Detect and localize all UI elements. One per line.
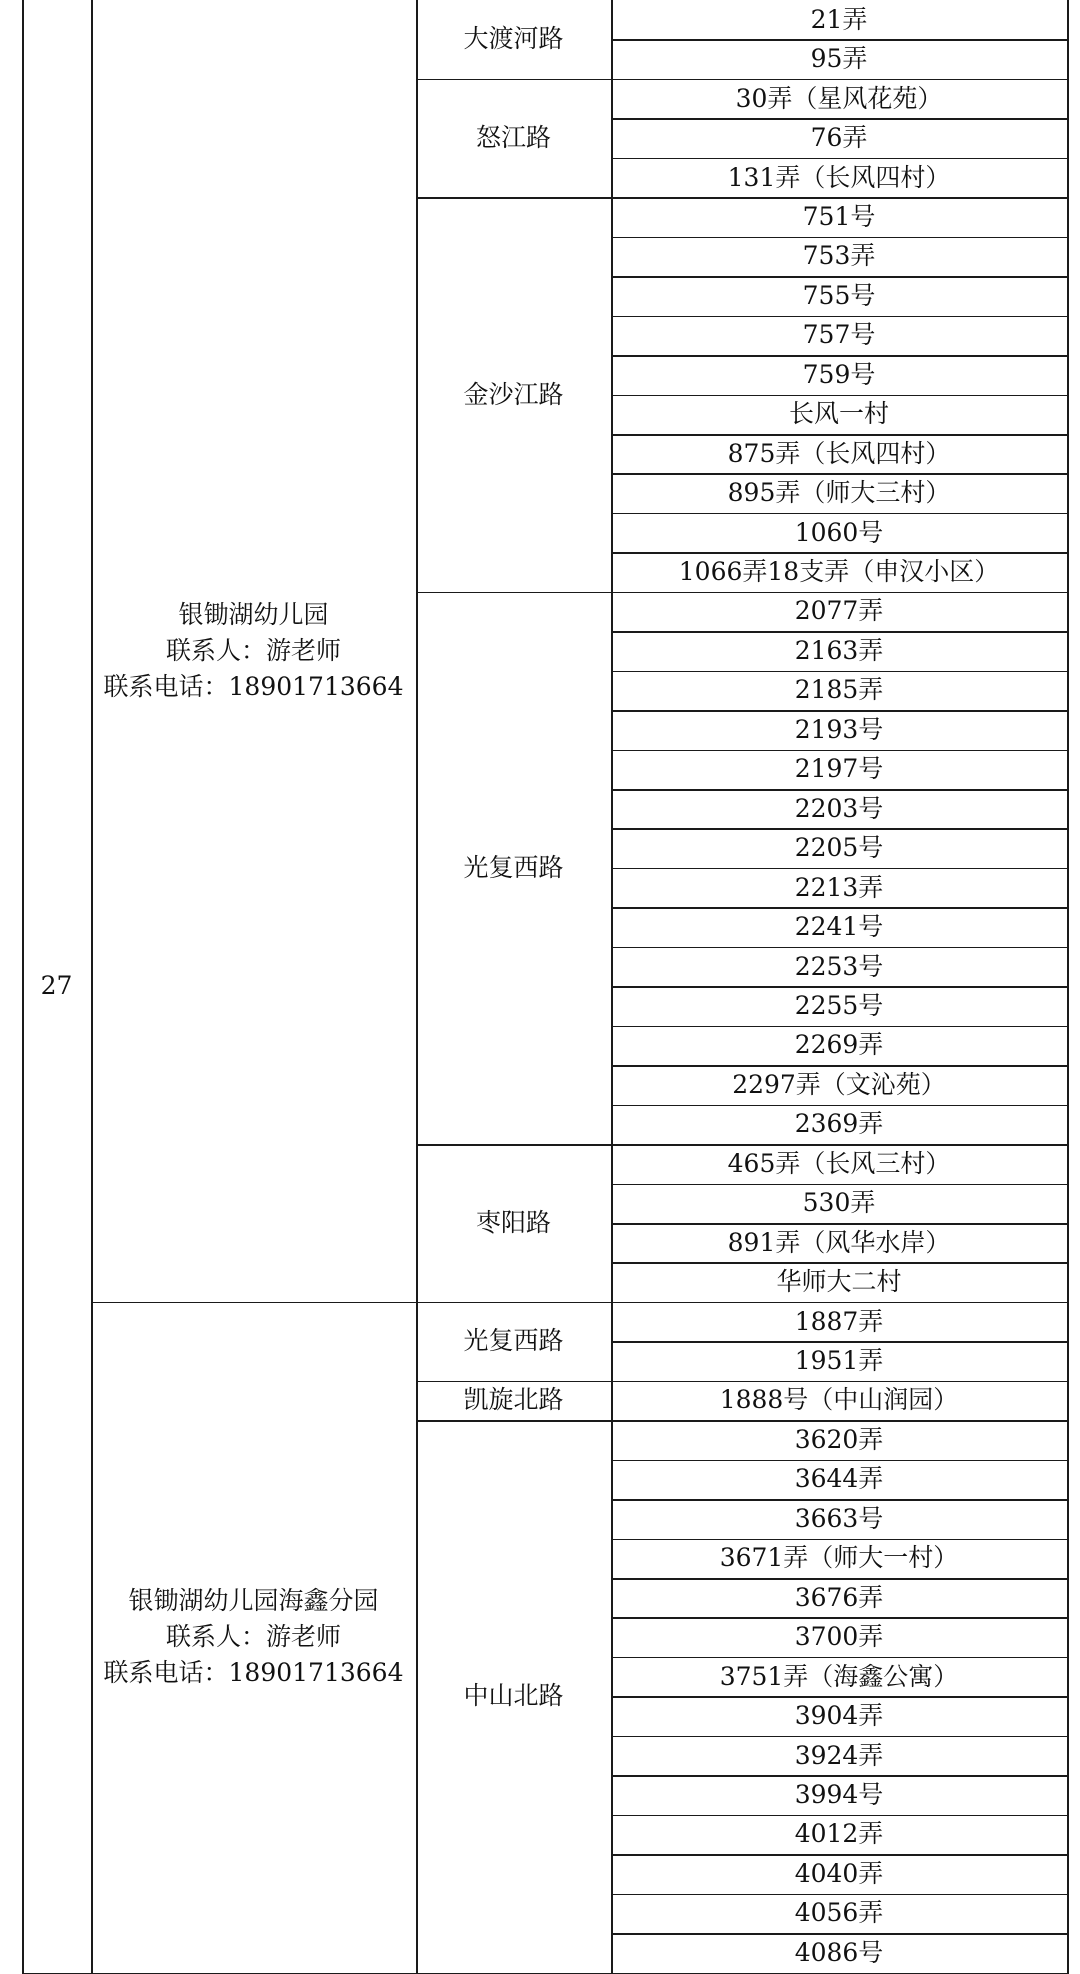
address-cell: 76弄 bbox=[810, 123, 868, 153]
address-divider bbox=[611, 237, 1069, 239]
address-cell: 131弄（长风四村） bbox=[727, 162, 951, 192]
address-cell: 4056弄 bbox=[794, 1898, 884, 1928]
address-cell: 21弄 bbox=[810, 4, 868, 34]
address-cell: 30弄（星风花苑） bbox=[735, 83, 943, 113]
road-name: 光复西路 bbox=[463, 852, 564, 882]
address-cell: 891弄（风华水岸） bbox=[727, 1227, 951, 1257]
address-cell: 2269弄 bbox=[794, 1030, 884, 1060]
address-cell: 3700弄 bbox=[794, 1622, 884, 1652]
address-divider bbox=[611, 118, 1069, 120]
school-phone: 联系电话：18901713664 bbox=[103, 1658, 404, 1688]
address-divider bbox=[611, 39, 1069, 41]
address-divider bbox=[611, 1499, 1069, 1501]
address-divider bbox=[611, 1184, 1069, 1186]
address-cell: 4086号 bbox=[794, 1937, 884, 1967]
address-cell: 1060号 bbox=[794, 517, 884, 547]
address-divider bbox=[611, 750, 1069, 752]
road-name: 怒江路 bbox=[475, 123, 551, 153]
address-divider bbox=[611, 1223, 1069, 1225]
address-divider bbox=[611, 986, 1069, 988]
address-cell: 4040弄 bbox=[794, 1858, 884, 1888]
road-name: 光复西路 bbox=[463, 1326, 564, 1356]
address-divider bbox=[611, 947, 1069, 949]
school-phone: 联系电话：18901713664 bbox=[103, 671, 404, 701]
address-cell: 2163弄 bbox=[794, 635, 884, 665]
address-cell: 895弄（师大三村） bbox=[727, 478, 951, 508]
address-cell: 2213弄 bbox=[794, 872, 884, 902]
road-name: 枣阳路 bbox=[475, 1207, 551, 1237]
address-cell: 753弄 bbox=[802, 241, 876, 271]
address-cell: 3663号 bbox=[794, 1503, 884, 1533]
address-cell: 465弄（长风三村） bbox=[727, 1148, 951, 1178]
address-divider bbox=[611, 316, 1069, 318]
address-cell: 2203号 bbox=[794, 793, 884, 823]
address-cell: 1066弄18支弄（申汉小区） bbox=[678, 557, 1000, 587]
address-divider bbox=[611, 1894, 1069, 1896]
address-cell: 2185弄 bbox=[794, 675, 884, 705]
address-cell: 875弄（长风四村） bbox=[727, 438, 951, 468]
road-name: 中山北路 bbox=[463, 1681, 564, 1711]
road-name: 大渡河路 bbox=[463, 24, 564, 54]
road-name: 凯旋北路 bbox=[463, 1385, 564, 1415]
address-divider bbox=[611, 1578, 1069, 1580]
school-info bbox=[91, 1302, 416, 1973]
address-divider bbox=[611, 158, 1069, 160]
address-cell: 1888号（中山润园） bbox=[719, 1385, 959, 1415]
address-divider bbox=[611, 276, 1069, 278]
address-divider bbox=[611, 1736, 1069, 1738]
address-divider bbox=[611, 828, 1069, 830]
address-cell: 3620弄 bbox=[794, 1424, 884, 1454]
address-cell: 华师大二村 bbox=[776, 1267, 902, 1297]
address-cell: 3904弄 bbox=[794, 1701, 884, 1731]
school-contact: 联系人：游老师 bbox=[165, 1622, 341, 1652]
school-info bbox=[91, 0, 416, 1302]
address-divider bbox=[611, 1341, 1069, 1343]
address-cell: 1887弄 bbox=[794, 1306, 884, 1336]
address-divider bbox=[611, 1539, 1069, 1541]
address-cell: 3671弄（师大一村） bbox=[719, 1543, 959, 1573]
address-divider bbox=[611, 434, 1069, 436]
address-cell: 3676弄 bbox=[794, 1582, 884, 1612]
address-divider bbox=[611, 868, 1069, 870]
road-name: 金沙江路 bbox=[463, 379, 564, 409]
address-cell: 2241号 bbox=[794, 912, 884, 942]
address-divider bbox=[611, 513, 1069, 515]
address-cell: 3644弄 bbox=[794, 1464, 884, 1494]
address-cell: 530弄 bbox=[802, 1188, 876, 1218]
address-divider bbox=[611, 907, 1069, 909]
address-cell: 2253号 bbox=[794, 951, 884, 981]
address-cell: 2297弄（文沁苑） bbox=[732, 1069, 946, 1099]
address-divider bbox=[611, 473, 1069, 475]
address-divider bbox=[611, 395, 1069, 397]
address-cell: 757号 bbox=[802, 320, 876, 350]
address-divider bbox=[611, 1262, 1069, 1264]
address-cell: 759号 bbox=[802, 359, 876, 389]
address-divider bbox=[611, 1775, 1069, 1777]
address-divider bbox=[611, 1933, 1069, 1935]
address-divider bbox=[611, 631, 1069, 633]
address-divider bbox=[611, 1105, 1069, 1107]
address-cell: 长风一村 bbox=[788, 399, 889, 429]
address-divider bbox=[611, 1617, 1069, 1619]
address-cell: 2197号 bbox=[794, 754, 884, 784]
address-cell: 751号 bbox=[802, 201, 876, 231]
address-divider bbox=[611, 1854, 1069, 1856]
school-contact: 联系人：游老师 bbox=[165, 635, 341, 665]
address-divider bbox=[611, 552, 1069, 554]
address-cell: 3994号 bbox=[794, 1779, 884, 1809]
address-divider bbox=[611, 789, 1069, 791]
address-cell: 4012弄 bbox=[794, 1819, 884, 1849]
address-cell: 2255号 bbox=[794, 990, 884, 1020]
address-cell: 2369弄 bbox=[794, 1109, 884, 1139]
address-cell: 3924弄 bbox=[794, 1740, 884, 1770]
address-cell: 755号 bbox=[802, 280, 876, 310]
address-divider bbox=[611, 1065, 1069, 1067]
address-cell: 2077弄 bbox=[794, 596, 884, 626]
address-divider bbox=[611, 1460, 1069, 1462]
address-divider bbox=[611, 1657, 1069, 1659]
address-divider bbox=[611, 1815, 1069, 1817]
school-name: 银锄湖幼儿园 bbox=[178, 599, 329, 629]
row-number: 27 bbox=[40, 971, 73, 1001]
address-cell: 3751弄（海鑫公寓） bbox=[719, 1661, 959, 1691]
address-cell: 2205号 bbox=[794, 833, 884, 863]
address-cell: 2193号 bbox=[794, 714, 884, 744]
address-divider bbox=[611, 1026, 1069, 1028]
address-cell: 95弄 bbox=[810, 44, 868, 74]
address-divider bbox=[611, 1696, 1069, 1698]
address-divider bbox=[611, 710, 1069, 712]
address-cell: 1951弄 bbox=[794, 1346, 884, 1376]
school-name: 银锄湖幼儿园海鑫分园 bbox=[128, 1586, 379, 1616]
address-divider bbox=[611, 671, 1069, 673]
address-divider bbox=[611, 355, 1069, 357]
